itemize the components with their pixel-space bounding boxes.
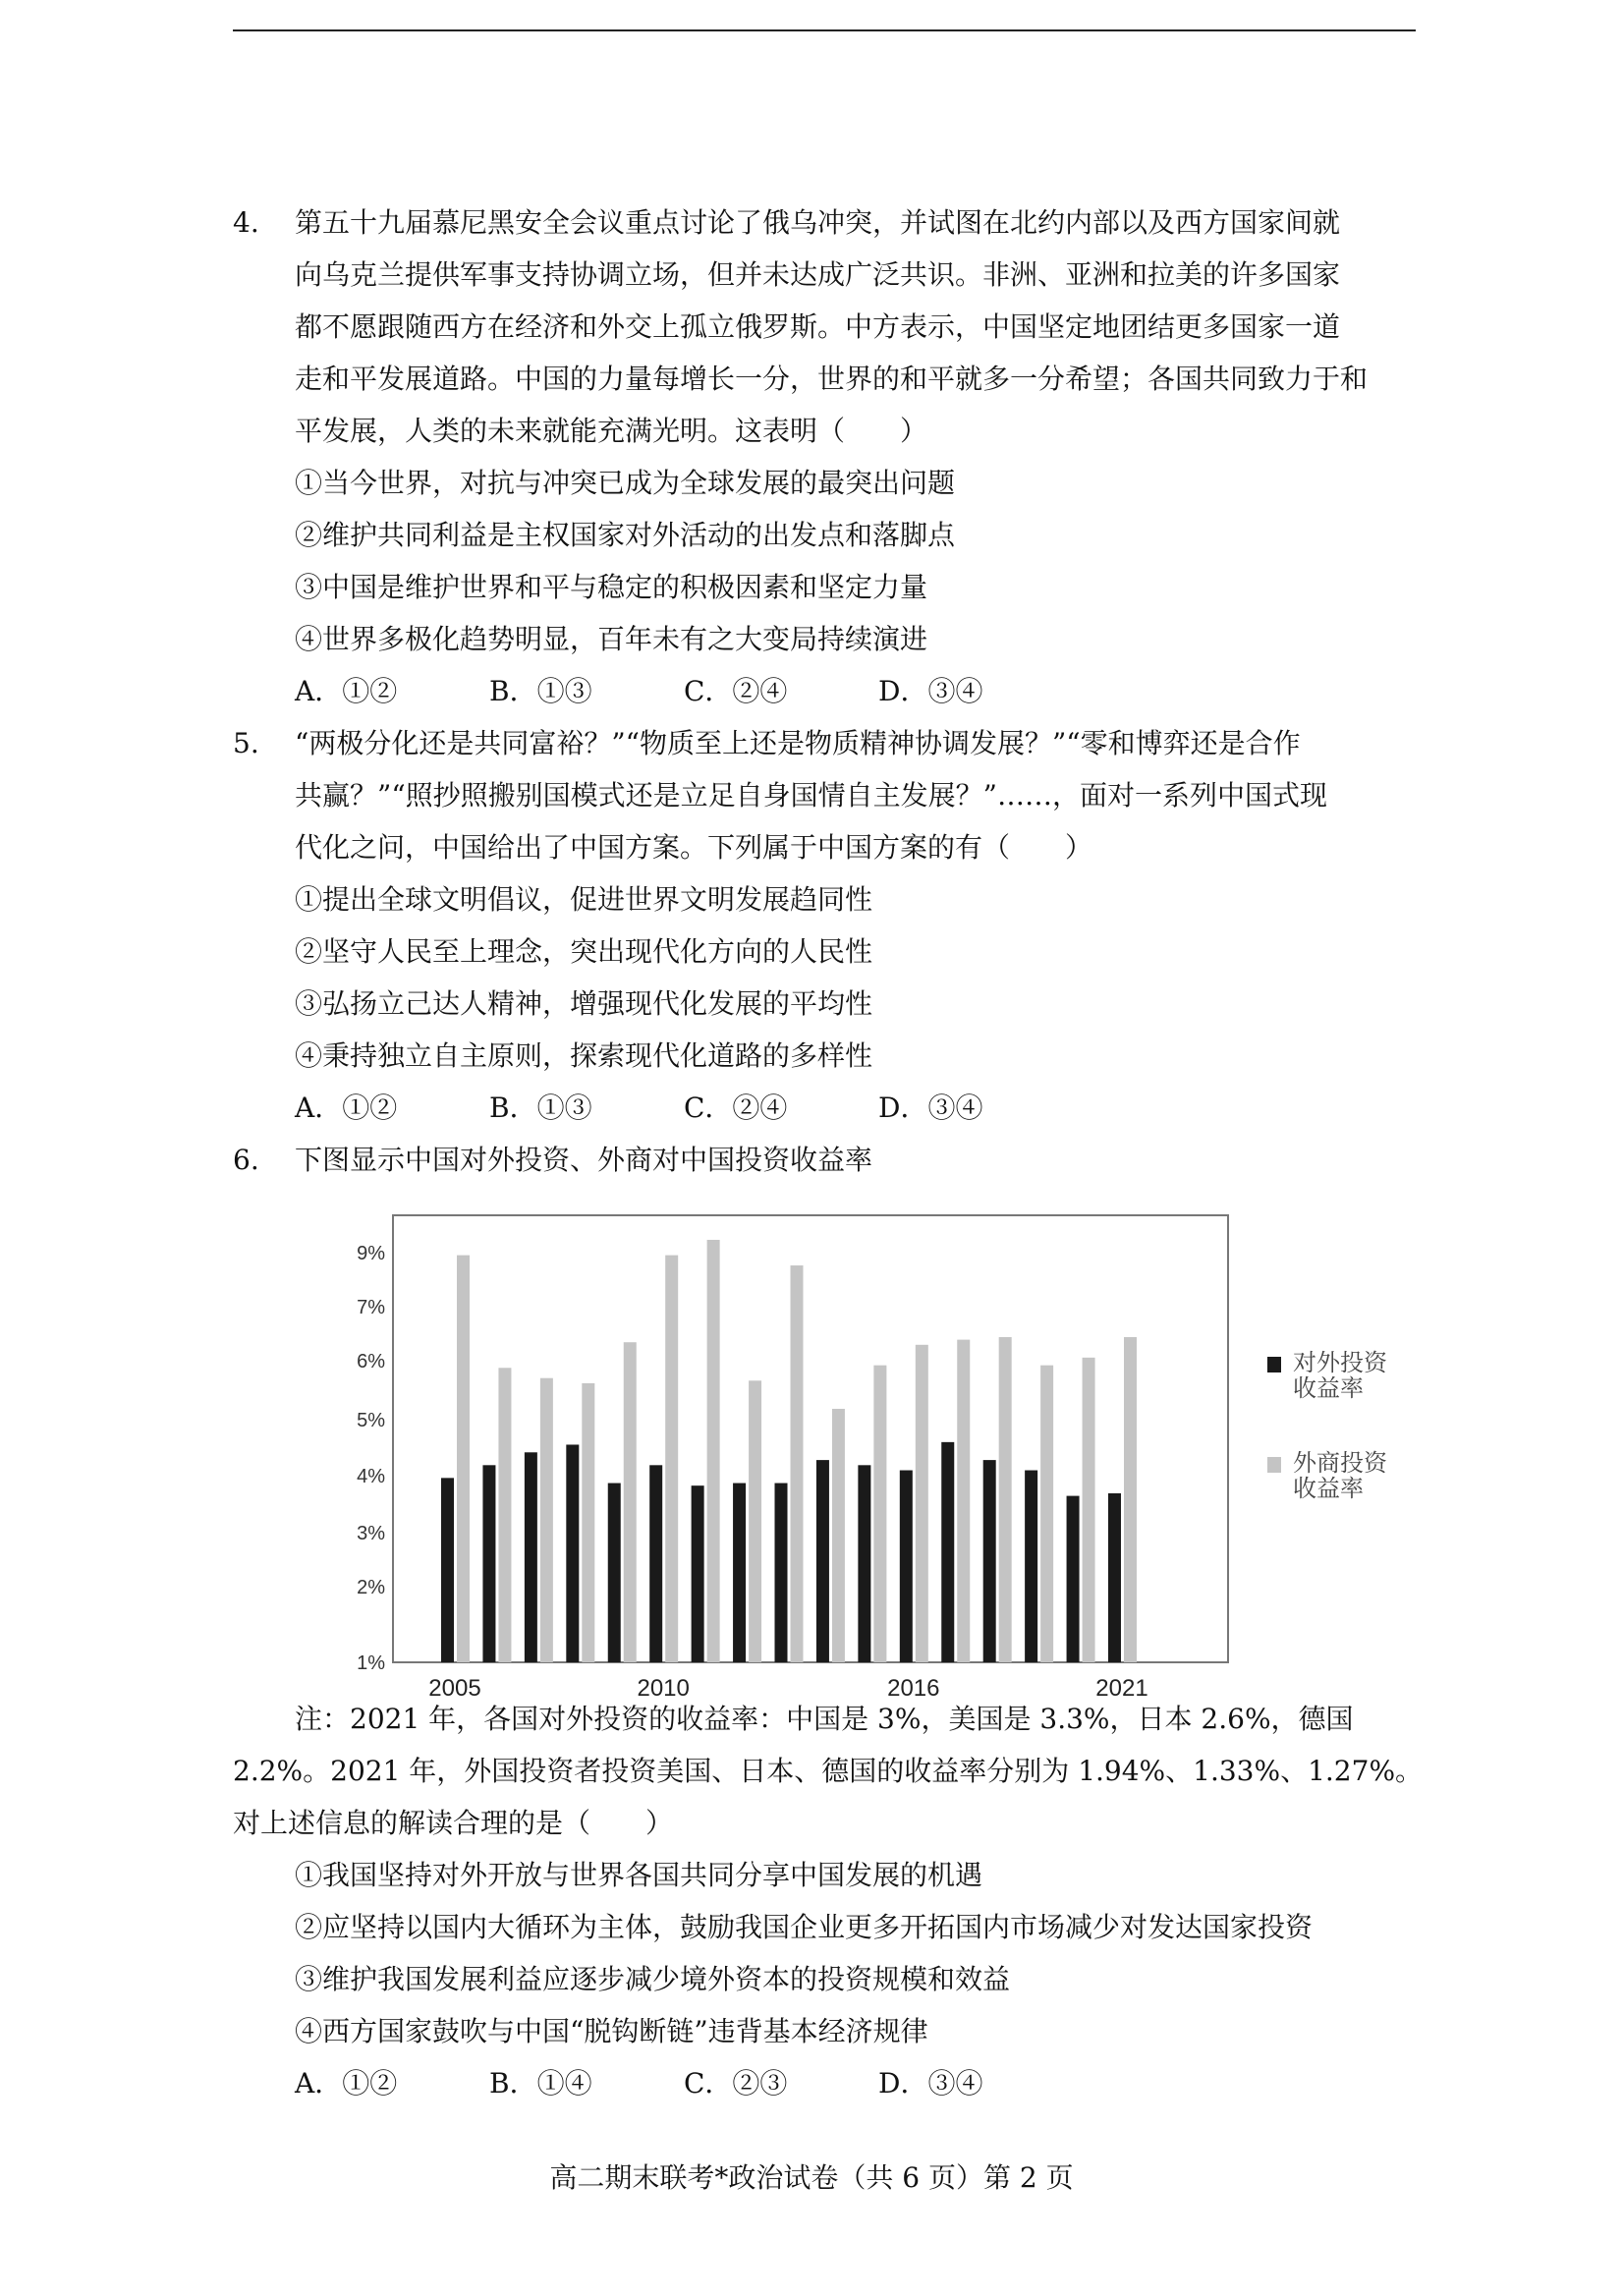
statement-option: ③中国是维护世界和平与稳定的积极因素和坚定力量 — [295, 571, 928, 603]
page-footer: 高二期末联考*政治试卷（共 6 页）第 2 页 — [549, 2161, 1074, 2194]
question-number: 5. — [233, 727, 259, 759]
bar-inward-2009 — [624, 1342, 637, 1662]
bar-outward-2010 — [649, 1465, 662, 1662]
question-6 — [233, 1134, 1424, 2109]
y-tick-label: 3% — [357, 1523, 385, 1544]
choice-b[interactable]: B．①④ — [489, 2067, 592, 2100]
bar-inward-2021 — [1124, 1337, 1137, 1662]
bar-outward-2018 — [983, 1460, 996, 1662]
question-stem-line: 6. 下图显示中国对外投资、外商对中国投资收益率 — [233, 1134, 1412, 1186]
question-stem-line: 都不愿跟随西方在经济和外交上孤立俄罗斯。中方表示，中国坚定地团结更多国家一道 — [295, 310, 1341, 343]
bar-outward-2006 — [482, 1465, 495, 1662]
y-tick-label: 7% — [357, 1297, 385, 1318]
question-number: 6. — [233, 1144, 259, 1176]
question-number: 4. — [233, 206, 259, 239]
choice-c[interactable]: C．②④ — [684, 1092, 788, 1124]
y-tick-label: 4% — [357, 1466, 385, 1487]
bar-outward-2005 — [441, 1478, 454, 1662]
bar-outward-2020 — [1067, 1496, 1080, 1662]
statement-option: ③维护我国发展利益应逐步减少境外资本的投资规模和效益 — [295, 1963, 1011, 1995]
bar-outward-2015 — [858, 1465, 870, 1662]
statement-option: ①我国坚持对外开放与世界各国共同分享中国发展的机遇 — [295, 1859, 983, 1891]
bar-outward-2007 — [525, 1452, 537, 1662]
x-tick-label: 2010 — [637, 1675, 690, 1702]
choice-b[interactable]: B．①③ — [489, 1092, 592, 1124]
bar-chart — [295, 1198, 1387, 1702]
bar-inward-2006 — [498, 1368, 511, 1662]
statement-option: ④西方国家鼓吹与中国“脱钩断链”违背基本经济规律 — [295, 2015, 928, 2047]
bar-inward-2015 — [873, 1366, 886, 1662]
bar-inward-2010 — [665, 1256, 678, 1662]
legend-swatch — [1267, 1457, 1281, 1473]
choice-d[interactable]: D．③④ — [878, 675, 983, 707]
chart-svg — [295, 1198, 1387, 1702]
note-line: 2.2%。2021 年，外国投资者投资美国、日本、德国的收益率分别为 1.94%、1.33%、1.27%。 — [233, 1755, 1424, 1787]
y-tick-label: 2% — [357, 1577, 385, 1598]
bar-outward-2019 — [1025, 1471, 1037, 1662]
x-tick-label: 2005 — [428, 1675, 481, 1702]
note-line: 注：2021 年，各国对外投资的收益率：中国是 3%，美国是 3.3%，日本 2.6%，德国 — [295, 1703, 1354, 1735]
bar-inward-2012 — [749, 1380, 761, 1662]
statement-option: ①当今世界，对抗与冲突已成为全球发展的最突出问题 — [295, 467, 956, 499]
statement-option: ②应坚持以国内大循环为主体，鼓励我国企业更多开拓国内市场减少对发达国家投资 — [295, 1911, 1314, 1943]
choice-c[interactable]: C．②④ — [684, 675, 788, 707]
answer-choices — [233, 1082, 1412, 1134]
choice-d[interactable]: D．③④ — [878, 1092, 983, 1124]
y-tick-label: 9% — [357, 1243, 385, 1264]
statement-option: ②维护共同利益是主权国家对外活动的出发点和落脚点 — [295, 519, 956, 551]
top-rule — [233, 29, 1416, 31]
bar-inward-2016 — [916, 1345, 928, 1662]
bar-inward-2014 — [832, 1409, 845, 1662]
note-line: 对上述信息的解读合理的是（ ） — [233, 1807, 674, 1839]
question-stem-line: 向乌克兰提供军事支持协调立场，但并未达成广泛共识。非洲、亚洲和拉美的许多国家 — [295, 258, 1341, 291]
choice-d[interactable]: D．③④ — [878, 2067, 983, 2100]
question-stem-line: 共赢？”“照抄照搬别国模式还是立足自身国情自主发展？”……，面对一系列中国式现 — [295, 779, 1327, 812]
bar-outward-2021 — [1108, 1493, 1121, 1662]
bar-inward-2017 — [957, 1340, 970, 1662]
choice-a[interactable]: A．①② — [295, 1092, 398, 1124]
bar-outward-2012 — [733, 1484, 746, 1662]
legend-label: 收益率 — [1293, 1374, 1364, 1402]
choice-b[interactable]: B．①③ — [489, 675, 592, 707]
bar-outward-2016 — [900, 1471, 913, 1662]
legend-swatch — [1267, 1357, 1281, 1372]
page-content — [233, 196, 1424, 2109]
plot-frame — [393, 1215, 1228, 1662]
statement-option: ④秉持独立自主原则，探索现代化道路的多样性 — [295, 1039, 873, 1072]
bar-inward-2011 — [707, 1240, 720, 1662]
bar-outward-2011 — [692, 1485, 704, 1662]
question-stem-line: 走和平发展道路。中国的力量每增长一分，世界的和平就多一分希望；各国共同致力于和 — [295, 363, 1369, 395]
bar-inward-2007 — [540, 1378, 553, 1662]
legend-label: 外商投资 — [1293, 1449, 1387, 1477]
legend-label: 收益率 — [1293, 1475, 1364, 1502]
choice-a[interactable]: A．①② — [295, 675, 398, 707]
y-tick-label: 6% — [357, 1351, 385, 1372]
answer-choices — [233, 2057, 1412, 2109]
bar-inward-2020 — [1083, 1358, 1095, 1662]
choice-a[interactable]: A．①② — [295, 2067, 398, 2100]
question-stem-line: 5. “两极分化还是共同富裕？”“物质至上还是物质精神协调发展？”“零和博弈还是合作 — [233, 717, 1412, 769]
x-tick-label: 2016 — [887, 1675, 940, 1702]
question-5 — [233, 717, 1412, 1134]
bar-outward-2017 — [941, 1442, 954, 1662]
bar-outward-2009 — [608, 1484, 621, 1662]
bar-outward-2008 — [566, 1444, 579, 1662]
statement-option: ①提出全球文明倡议，促进世界文明发展趋同性 — [295, 883, 873, 916]
bar-outward-2013 — [775, 1484, 788, 1662]
statement-option: ③弘扬立己达人精神，增强现代化发展的平均性 — [295, 987, 873, 1020]
bar-outward-2014 — [816, 1460, 829, 1662]
x-tick-label: 2021 — [1095, 1675, 1148, 1702]
y-tick-label: 5% — [357, 1410, 385, 1431]
bar-inward-2018 — [999, 1337, 1012, 1662]
legend-label: 对外投资 — [1293, 1349, 1387, 1376]
bar-inward-2019 — [1040, 1366, 1053, 1662]
y-tick-label: 1% — [357, 1652, 385, 1674]
statement-option: ②坚守人民至上理念，突出现代化方向的人民性 — [295, 935, 873, 968]
bar-inward-2013 — [791, 1265, 804, 1662]
question-4 — [233, 196, 1412, 717]
bar-inward-2008 — [582, 1383, 594, 1662]
bar-inward-2005 — [457, 1256, 470, 1662]
choice-c[interactable]: C．②③ — [684, 2067, 788, 2100]
question-stem-line: 平发展，人类的未来就能充满光明。这表明（ ） — [295, 415, 928, 447]
question-stem-line: 4. 第五十九届慕尼黑安全会议重点讨论了俄乌冲突，并试图在北约内部以及西方国家间就 — [233, 196, 1412, 249]
statement-option: ④世界多极化趋势明显，百年未有之大变局持续演进 — [295, 623, 928, 655]
answer-choices — [233, 665, 1412, 717]
question-stem-line: 代化之问，中国给出了中国方案。下列属于中国方案的有（ ） — [295, 831, 1093, 864]
